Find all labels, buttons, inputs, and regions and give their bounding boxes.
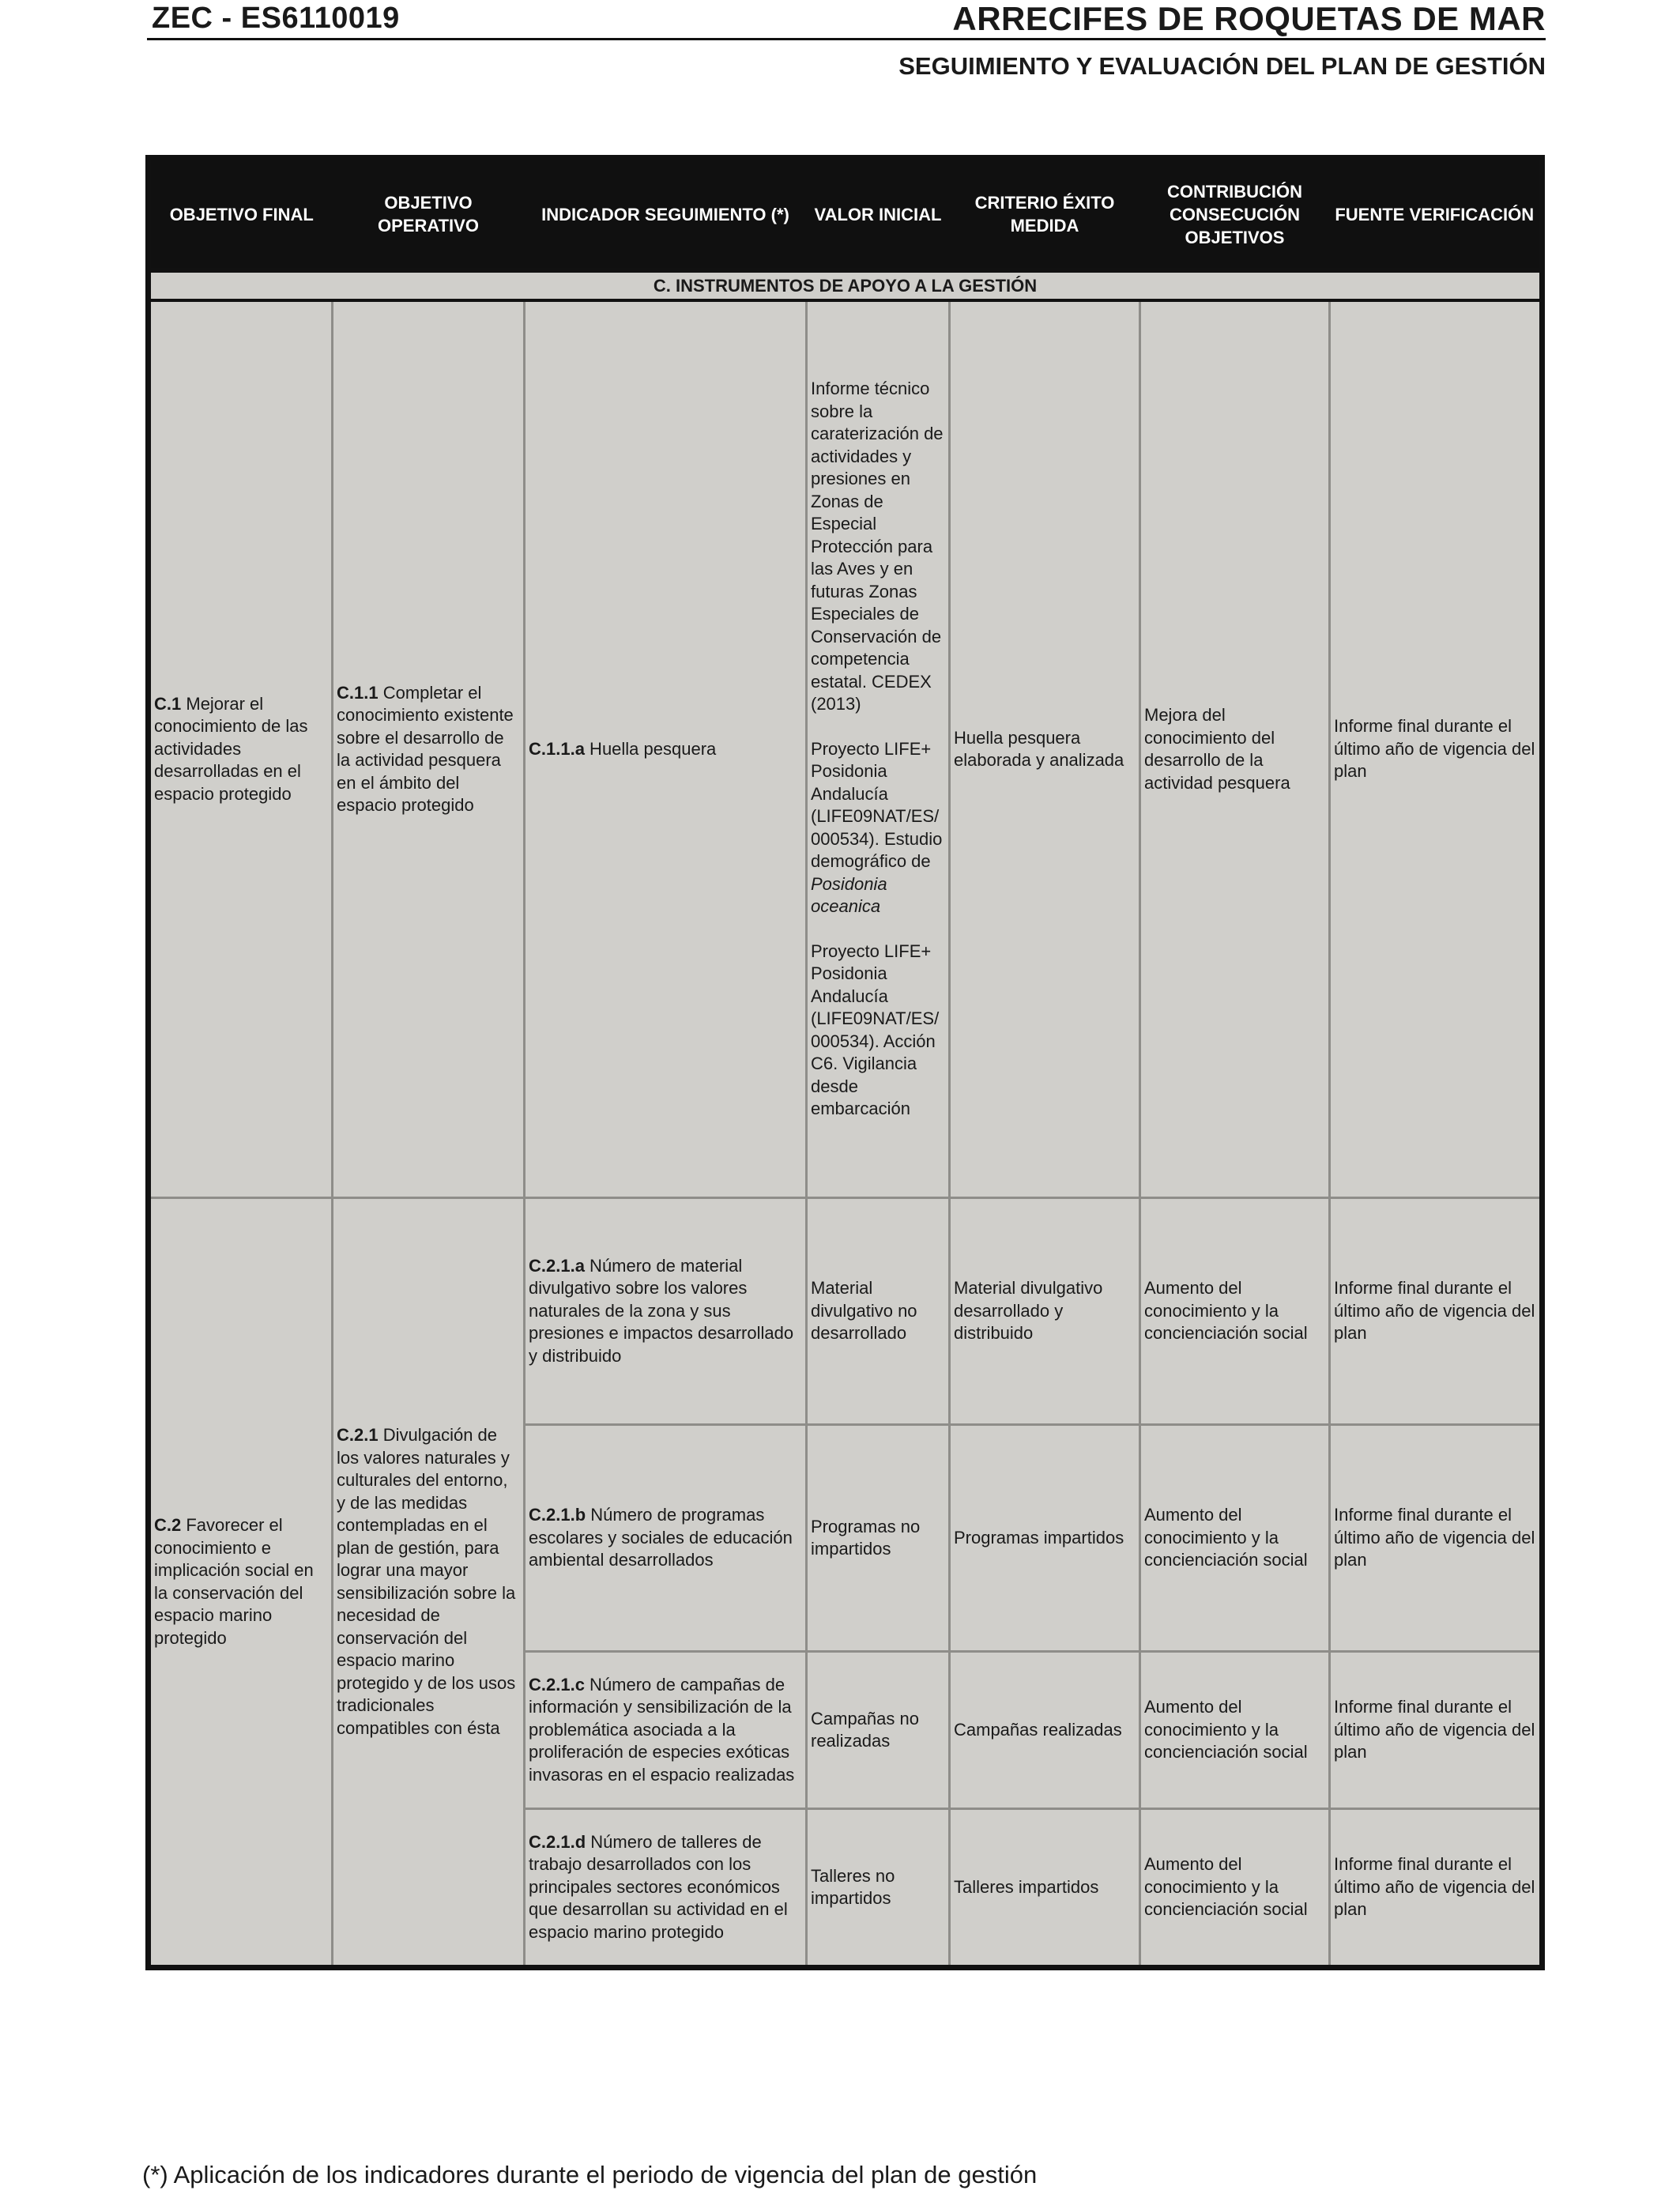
indicador-cell — [525, 300, 807, 1198]
criterio-cell: Talleres impartidos — [950, 1809, 1140, 1968]
indicador-text: Número de material divulgativo sobre los valores naturales de la zona y sus presiones e impactos desarrollado y distribuido — [529, 1255, 794, 1366]
site-code: ZEC - ES6110019 — [152, 2, 400, 35]
table-row — [149, 300, 1543, 1198]
objetivo-final-code: C.2 — [154, 1515, 182, 1535]
table-row — [149, 1198, 1543, 1425]
column-header-objetivo-operativo: OBJETIVO OPERATIVO — [333, 158, 525, 271]
monitoring-table — [145, 155, 1545, 1970]
valor-inicial-cell: Material divulgativo no desarrollado — [807, 1198, 950, 1425]
indicador-code: C.2.1.d — [529, 1831, 586, 1852]
column-header-valor-inicial: VALOR INICIAL — [807, 158, 950, 271]
valor-inicial-cell: Talleres no impartidos — [807, 1809, 950, 1968]
section-row — [149, 270, 1543, 300]
objetivo-operativo-cell — [333, 1198, 525, 1968]
objetivo-operativo-text: Completar el conocimiento existente sobre el desarrollo de la actividad pesquera en el ámbito del espacio protegido — [337, 682, 514, 815]
valor-inicial-paragraph: Proyecto LIFE+ Posidonia Andalucía (LIFE09NAT/ES/ 000534). Acción C6. Vigilancia desde embarcación — [811, 941, 940, 1119]
indicador-code: C.2.1.a — [529, 1255, 585, 1276]
objetivo-final-cell — [149, 1198, 333, 1968]
column-header-criterio: CRITERIO ÉXITO MEDIDA — [950, 158, 1140, 271]
indicador-cell — [525, 1809, 807, 1968]
column-header-contribucion: CONTRIBUCIÓN CONSECUCIÓN OBJETIVOS — [1140, 158, 1330, 271]
objetivo-final-text: Favorecer el conocimiento e implicación social en la conservación del espacio marino protegido — [154, 1515, 314, 1648]
site-name: ARRECIFES DE ROQUETAS DE MAR — [952, 0, 1546, 37]
objetivo-final-cell — [149, 300, 333, 1198]
fuente-cell: Informe final durante el último año de vigencia del plan — [1330, 1809, 1543, 1968]
section-title: C. INSTRUMENTOS DE APOYO A LA GESTIÓN — [149, 270, 1543, 300]
objetivo-final-text: Mejorar el conocimiento de las actividades desarrolladas en el espacio protegido — [154, 693, 308, 804]
species-name: Posidonia oceanica — [811, 873, 887, 917]
document-subtitle: SEGUIMIENTO Y EVALUACIÓN DEL PLAN DE GESTIÓN — [898, 52, 1546, 80]
objetivo-operativo-code: C.1.1 — [337, 682, 379, 703]
objetivo-operativo-cell — [333, 300, 525, 1198]
valor-inicial-paragraph: Informe técnico sobre la caraterización de actividades y presiones en Zonas de Especial Protección para las Aves y en futuras Zonas Especiales de Conservación de competencia estatal. CEDEX (2013) — [811, 379, 944, 714]
valor-inicial-cell — [807, 300, 950, 1198]
objetivo-operativo-text: Divulgación de los valores naturales y culturales del entorno, y de las medidas contempladas en el plan de gestión, para lograr una mayor sensibilización sobre la necesidad de conservación del espacio marino protegido y de los usos tradicionales compatibles con ésta — [337, 1425, 516, 1738]
valor-inicial-text: Proyecto LIFE+ Posidonia Andalucía (LIFE09NAT/ES/ 000534). Estudio demográfico de — [811, 738, 943, 872]
contribucion-cell: Aumento del conocimiento y la concienciación social — [1140, 1198, 1330, 1425]
indicador-text: Número de programas escolares y sociales de educación ambiental desarrollados — [529, 1505, 793, 1570]
column-header-indicador: INDICADOR SEGUIMIENTO (*) — [525, 158, 807, 271]
contribucion-cell: Aumento del conocimiento y la concienciación social — [1140, 1652, 1330, 1809]
fuente-cell: Informe final durante el último año de vigencia del plan — [1330, 1425, 1543, 1652]
indicador-text: Número de campañas de información y sensibilización de la problemática asociada a la proliferación de especies exóticas invasoras en el espacio realizadas — [529, 1674, 795, 1785]
indicador-cell — [525, 1652, 807, 1809]
fuente-cell: Informe final durante el último año de vigencia del plan — [1330, 300, 1543, 1198]
valor-inicial-cell: Campañas no realizadas — [807, 1652, 950, 1809]
column-header-objetivo-final: OBJETIVO FINAL — [149, 158, 333, 271]
criterio-cell: Huella pesquera elaborada y analizada — [950, 300, 1140, 1198]
criterio-cell: Programas impartidos — [950, 1425, 1140, 1652]
indicador-cell — [525, 1198, 807, 1425]
objetivo-operativo-code: C.2.1 — [337, 1425, 379, 1445]
column-header-fuente: FUENTE VERIFICACIÓN — [1330, 158, 1543, 271]
valor-inicial-cell: Programas no impartidos — [807, 1425, 950, 1652]
indicador-cell — [525, 1425, 807, 1652]
indicador-code: C.1.1.a — [529, 738, 585, 759]
indicador-code: C.2.1.b — [529, 1505, 586, 1525]
header-rule — [147, 38, 1546, 40]
criterio-cell: Material divulgativo desarrollado y distribuido — [950, 1198, 1140, 1425]
contribucion-cell: Aumento del conocimiento y la concienciación social — [1140, 1809, 1330, 1968]
criterio-cell: Campañas realizadas — [950, 1652, 1140, 1809]
objetivo-final-code: C.1 — [154, 693, 182, 714]
footnote: (*) Aplicación de los indicadores durante el periodo de vigencia del plan de gestión — [142, 2161, 1038, 2188]
contribucion-cell: Mejora del conocimiento del desarrollo de la actividad pesquera — [1140, 300, 1330, 1198]
fuente-cell: Informe final durante el último año de vigencia del plan — [1330, 1652, 1543, 1809]
indicador-text: Huella pesquera — [584, 738, 717, 759]
table-header-row — [149, 158, 1543, 271]
fuente-cell: Informe final durante el último año de vigencia del plan — [1330, 1198, 1543, 1425]
contribucion-cell: Aumento del conocimiento y la concienciación social — [1140, 1425, 1330, 1652]
indicador-code: C.2.1.c — [529, 1674, 585, 1695]
indicador-text: Número de talleres de trabajo desarrollados con los principales sectores económicos que desarrollan su actividad en el espacio marino protegido — [529, 1831, 788, 1942]
valor-inicial-paragraph — [811, 738, 945, 918]
